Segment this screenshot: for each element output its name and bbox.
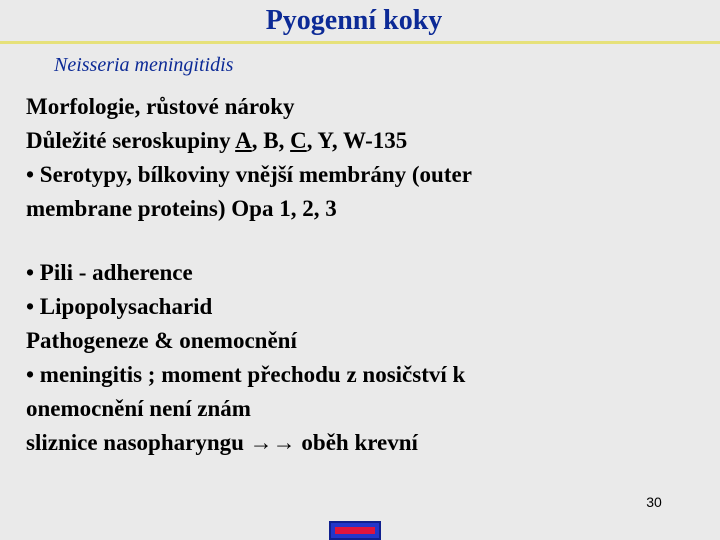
serogroups-suffix: , Y, W-135	[306, 128, 408, 153]
body-line-membrane-proteins: membrane proteins) Opa 1, 2, 3	[26, 196, 337, 221]
serogroup-a: A	[235, 128, 252, 153]
body-line-serogroups	[26, 124, 706, 158]
slide-title: Pyogenní koky	[265, 5, 443, 36]
body-line-lipopolysaccharide: • Lipopolysacharid	[26, 294, 213, 319]
serogroups-prefix: Důležité seroskupiny	[26, 128, 236, 153]
body-line-pili: • Pili - adherence	[26, 260, 193, 285]
title-underline-rule	[0, 41, 720, 44]
body-line-morphology: Morfologie, růstové nároky	[26, 94, 295, 119]
body-line-meningitis: • meningitis ; moment přechodu z nosičství k	[26, 362, 466, 387]
body-line-serotypes: • Serotypy, bílkoviny vnější membrány (outer	[26, 162, 472, 187]
page-number: 30	[646, 494, 662, 510]
slide-subtitle: Neisseria meningitidis	[54, 54, 234, 76]
body-line-unknown: onemocnění není znám	[26, 396, 251, 421]
serogroup-c: C	[290, 128, 307, 153]
slide-nav-button-face	[335, 527, 375, 534]
body-line-nasopharynx: sliznice nasopharyngu →→ oběh krevní	[26, 430, 418, 455]
slide-nav-button[interactable]	[329, 521, 381, 540]
body-line-pathogenesis: Pathogeneze & onemocnění	[26, 328, 297, 353]
slide-body	[26, 90, 706, 460]
body-spacer	[26, 226, 706, 256]
serogroups-separator: , B,	[251, 128, 291, 153]
